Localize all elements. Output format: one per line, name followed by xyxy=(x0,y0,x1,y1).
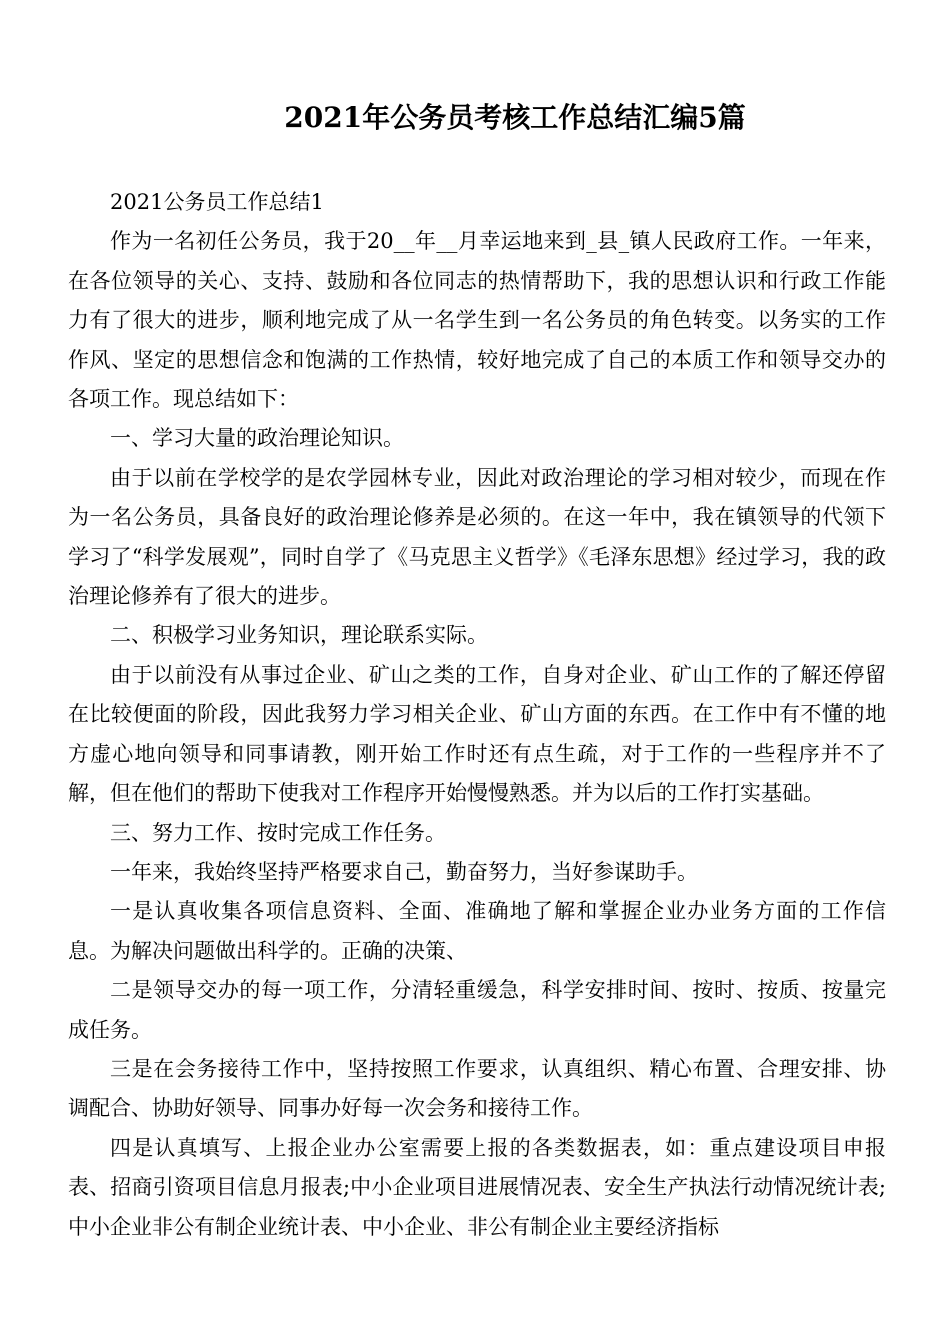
document-title: 2021年公务员考核工作总结汇编5篇 xyxy=(284,101,746,134)
paragraph-heading-3: 三、努力工作、按时完成工作任务。 xyxy=(110,820,446,845)
paragraph-heading-2: 二、积极学习业务知识，理论联系实际。 xyxy=(110,623,488,648)
paragraph: 由于以前没有从事过企业、矿山之类的工作，自身对企业、矿山工作的了解还停留在比较便面的阶段，因此我努力学习相关企业、矿山方面的东西。在工作中有不懂的地方虚心地向领导和同事请教，刚开始工作时还有点生疏，对于工作的一些程序并不了解，但在他们的帮助下使我对工作程序开始慢慢熟悉。并为以后的工作打实基础。 xyxy=(68,662,886,806)
paragraph: 一年来，我始终坚持严格要求自己，勤奋努力，当好参谋助手。 xyxy=(110,859,698,884)
paragraph-section-heading: 2021公务员工作总结1 xyxy=(110,190,324,214)
paragraph: 作为一名初任公务员，我于20__年__月幸运地来到_县_镇人民政府工作。一年来，在各位领导的关心、支持、鼓励和各位同志的热情帮助下，我的思想认识和行政工作能力有了很大的进步，顺利地完成了从一名学生到一名公务员的角色转变。以务实的工作作风、坚定的思想信念和饱满的工作热情，较好地完成了自己的本质工作和领导交办的各项工作。现总结如下： xyxy=(68,229,886,412)
paragraph: 四是认真填写、上报企业办公室需要上报的各类数据表，如：重点建设项目申报表、招商引资项目信息月报表;中小企业项目进展情况表、安全生产执法行动情况统计表;中小企业非公有制企业统计表、中小企业、非公有制企业主要经济指标 xyxy=(68,1135,886,1239)
paragraph: 由于以前在学校学的是农学园林专业，因此对政治理论的学习相对较少，而现在作为一名公务员，具备良好的政治理论修养是必须的。在这一年中，我在镇领导的代领下学习了“科学发展观”，同时自学了《马克思主义哲学》《毛泽东思想》经过学习，我的政治理论修养有了很大的进步。 xyxy=(68,465,886,609)
paragraph: 三是在会务接待工作中，坚持按照工作要求，认真组织、精心布置、合理安排、协调配合、协助好领导、同事办好每一次会务和接待工作。 xyxy=(68,1056,886,1121)
paragraph: 一是认真收集各项信息资料、全面、准确地了解和掌握企业办业务方面的工作信息。为解决问题做出科学的。正确的决策、 xyxy=(68,899,886,963)
paragraph-heading-1: 一、学习大量的政治理论知识。 xyxy=(110,426,404,451)
paragraph: 二是领导交办的每一项工作，分清轻重缓急，科学安排时间、按时、按质、按量完成任务。 xyxy=(68,978,886,1042)
document-body xyxy=(68,183,886,1247)
